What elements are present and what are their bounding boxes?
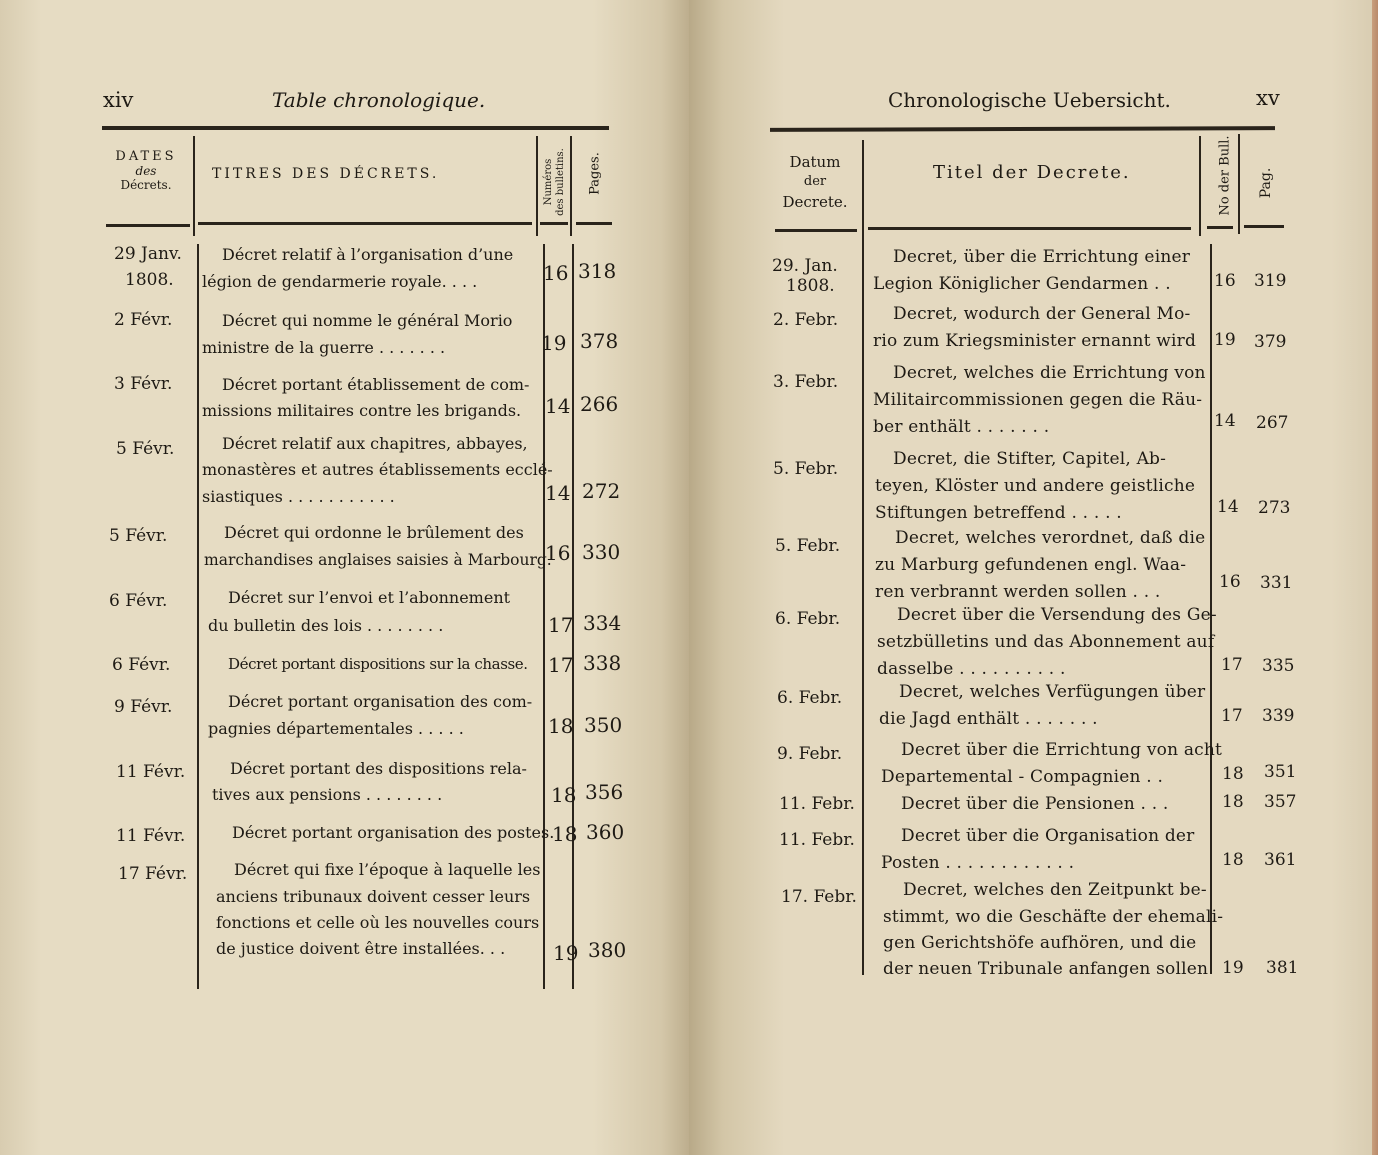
entry-date: 17 Févr. [118,864,188,884]
entry-title-line: teyen, Klöster und andere geistliche [875,476,1196,496]
right-rule-datum [775,229,857,232]
entry-bulletin-number: 16 [1214,271,1236,291]
entry-page-number: 360 [586,820,625,844]
datum-header-l3: Decrete. [782,193,848,211]
entry-title-line: Decret über die Pensionen . . . [901,794,1169,814]
entry-bulletin-number: 17 [548,613,574,637]
entry-page-number: 361 [1264,850,1297,870]
left-vline-1 [197,244,199,989]
entry-date: 11 Févr. [116,762,186,782]
entry-title-line: Decret, welches verordnet, daß die [895,528,1206,548]
entry-date: 3. Febr. [773,372,839,392]
entry-page-number: 380 [588,938,627,962]
right-vline-1 [862,140,864,975]
entry-date: 2 Févr. [114,310,173,330]
entry-bulletin-number: 16 [545,541,571,565]
entry-page-number: 318 [578,259,617,283]
entry-bulletin-number: 18 [551,783,577,807]
entry-bulletin-number: 14 [1217,497,1239,517]
entry-page-number: 319 [1254,271,1287,291]
entry-title-line: setzbülletins und das Abonnement auf [877,632,1215,652]
entry-title-line: Décret qui ordonne le brûlement des [224,523,524,542]
numeros-header [543,137,567,227]
entry-bulletin-number: 18 [1222,850,1244,870]
entry-title-line: Décret qui nomme le général Morio [222,311,513,330]
titles-header: TITRES DES DÉCRETS. [212,166,440,182]
left-vline-1a [193,136,195,236]
entry-title-line: zu Marburg gefundenen engl. Waa- [875,555,1187,575]
entry-title-line: du bulletin des lois . . . . . . . . [208,616,444,635]
left-rule-titles [198,222,532,225]
entry-title-line: Decret, wodurch der General Mo- [893,304,1191,324]
entry-date: 9. Febr. [777,744,843,764]
entry-page-number: 350 [584,713,623,737]
entry-date: 5 Févr. [109,526,168,546]
entry-title-line: gen Gerichtshöfe aufhören, und die [883,933,1197,953]
entry-bulletin-number: 14 [545,394,571,418]
entry-title-line: stimmt, wo die Geschäfte der ehemali- [883,907,1224,927]
entry-page-number: 334 [583,611,622,635]
entry-title-line: rio zum Kriegsminister ernannt wird [873,331,1197,351]
entry-bulletin-number: 18 [1222,792,1244,812]
entry-date: 2. Febr. [773,310,839,330]
entry-date: 3 Févr. [114,374,173,394]
entry-title-line: pagnies départementales . . . . . [208,719,464,738]
entry-bulletin-number: 17 [1221,706,1243,726]
entry-title-line: Decret über die Errichtung von acht [901,740,1223,760]
entry-date-year: 1808. [786,276,835,296]
pag-header: Pag. [1258,167,1274,199]
entry-title-line: Decret, welches die Errichtung von [893,363,1206,383]
entry-title-line: Departemental - Compagnien . . [881,767,1164,787]
entry-date: 6 Févr. [109,591,168,611]
entry-page-number: 266 [580,392,619,416]
pages-header: Pages. [587,152,603,195]
entry-title-line: Militaircommissionen gegen die Räu- [873,390,1203,410]
entry-title-line: Decret, welches Verfügungen über [899,682,1206,702]
entry-date-year: 1808. [125,270,174,290]
right-vline-3a [1238,134,1240,234]
entry-date: 5. Febr. [773,459,839,479]
entry-page-number: 356 [585,780,624,804]
left-running-head: Table chronologique. [272,88,486,112]
entry-title-line: Décret sur l’envoi et l’abonnement [228,588,511,607]
entry-date: 6. Febr. [777,688,843,708]
left-rule-dates [106,224,190,227]
entry-bulletin-number: 19 [1222,958,1244,978]
entry-title-line: Stiftungen betreffend . . . . . [875,503,1122,523]
left-rule-pages [576,222,612,225]
left-top-rule [102,126,609,130]
entry-title-line: Posten . . . . . . . . . . . . [881,853,1075,873]
right-running-head: Chronologische Uebersicht. [888,88,1171,112]
entry-page-number: 267 [1256,413,1289,433]
entry-date: 6 Févr. [112,655,171,675]
entry-bulletin-number: 16 [543,261,569,285]
entry-title-line: Legion Königlicher Gendarmen . . [873,274,1171,294]
entry-title-line: Décret portant dispositions sur la chasse. [228,655,528,673]
entry-page-number: 379 [1254,332,1287,352]
numeros-header-l2: des bulletins. [555,148,566,216]
entry-page-number: 272 [582,479,621,503]
entry-date: 5. Febr. [775,536,841,556]
entry-title-line: ren verbrannt werden sollen . . . [875,582,1161,602]
entry-bulletin-number: 18 [552,822,578,846]
entry-title-line: Decret, die Stifter, Capitel, Ab- [893,449,1167,469]
right-rule-num [1207,226,1233,229]
entry-date: 11. Febr. [779,830,855,850]
nummer-header: No der Bull. [1217,135,1233,216]
entry-page-number: 357 [1264,792,1297,812]
entry-title-line: ber enthält . . . . . . . [873,417,1050,437]
entry-page-number: 351 [1264,762,1297,782]
entry-title-line: Décret qui fixe l’époque à laquelle les [234,860,541,879]
entry-title-line: der neuen Tribunale anfangen sollen [883,959,1209,979]
entry-date: 29 Janv. [114,244,182,264]
titel-header: Titel der Decrete. [933,162,1131,183]
entry-page-number: 330 [582,540,621,564]
entry-title-line: marchandises anglaises saisies à Marbourg. [204,551,552,569]
left-page-number: xiv [103,88,134,112]
entry-title-line: tives aux pensions . . . . . . . . [212,785,443,804]
entry-date: 11 Févr. [116,826,186,846]
dates-header-l1: DATES [115,149,177,164]
entry-bulletin-number: 19 [541,331,567,355]
entry-bulletin-number: 18 [548,714,574,738]
left-vline-3a [570,136,572,236]
entry-page-number: 338 [583,651,622,675]
entry-bulletin-number: 18 [1222,764,1244,784]
entry-title-line: Décret portant établissement de com- [222,375,530,394]
datum-header-l1: Datum [789,153,841,171]
entry-title-line: ministre de la guerre . . . . . . . [202,338,446,357]
entry-title-line: siastiques . . . . . . . . . . . [202,487,395,506]
entry-date: 9 Févr. [114,697,173,717]
entry-title-line: Décret relatif à l’organisation d’une [222,245,514,264]
entry-bulletin-number: 14 [1214,411,1236,431]
right-rule-titel [868,227,1191,230]
left-vline-2 [543,244,545,989]
entry-title-line: Décret portant des dispositions rela- [230,759,527,778]
entry-title-line: Décret relatif aux chapitres, abbayes, [222,434,528,453]
entry-date: 6. Febr. [775,609,841,629]
entry-date: 11. Febr. [779,794,855,814]
entry-bulletin-number: 14 [545,481,571,505]
entry-page-number: 335 [1262,656,1295,676]
entry-page-number: 378 [580,329,619,353]
entry-title-line: monastères et autres établissements ecclé- [202,460,553,479]
left-rule-num [540,222,568,225]
entry-date: 29. Jan. [772,256,838,276]
entry-page-number: 339 [1262,706,1295,726]
entry-title-line: Decret über die Versendung des Ge- [897,605,1217,625]
entry-date: 5 Févr. [116,439,175,459]
page-edge [1372,0,1378,1155]
entry-bulletin-number: 19 [553,941,579,965]
left-vline-2a [536,136,538,236]
entry-title-line: de justice doivent être installées. . . [216,939,506,958]
entry-title-line: Decret, über die Errichtung einer [893,247,1191,267]
entry-title-line: Décret portant organisation des postes. [232,823,555,842]
entry-title-line: anciens tribunaux doivent cesser leurs [216,887,531,906]
entry-title-line: légion de gendarmerie royale. . . . [202,272,478,291]
entry-bulletin-number: 17 [548,653,574,677]
entry-title-line: dasselbe . . . . . . . . . . [877,659,1066,679]
entry-page-number: 273 [1258,498,1291,518]
entry-title-line: Decret, welches den Zeitpunkt be- [903,880,1207,900]
datum-header [770,152,860,212]
entry-title-line: Décret portant organisation des com- [228,692,533,711]
entry-page-number: 331 [1260,573,1293,593]
entry-title-line: missions militaires contre les brigands. [202,401,522,420]
entry-title-line: Decret über die Organisation der [901,826,1195,846]
right-rule-pag [1244,225,1284,228]
entry-title-line: die Jagd enthält . . . . . . . [879,709,1098,729]
dates-header [100,149,192,192]
right-vline-2a [1199,136,1201,236]
entry-bulletin-number: 19 [1214,330,1236,350]
entry-bulletin-number: 16 [1219,572,1241,592]
numeros-header-l1: Numéros [543,158,554,206]
dates-header-l3: Décrets. [120,178,172,192]
dates-header-l2: des [135,164,157,178]
datum-header-l2: der [803,174,827,189]
right-page-number: xv [1256,86,1280,110]
entry-page-number: 381 [1266,958,1299,978]
entry-title-line: fonctions et celle où les nouvelles cours [216,913,540,932]
entry-bulletin-number: 17 [1221,655,1243,675]
entry-date: 17. Febr. [781,887,857,907]
